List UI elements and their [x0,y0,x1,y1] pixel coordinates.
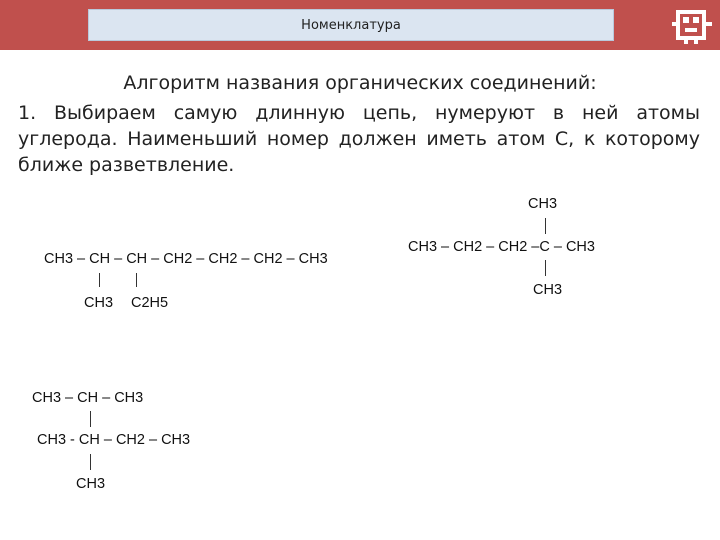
formula2-top-substituent: CH3 [528,196,558,212]
formula1-substituent-1: CH3 [84,295,114,311]
robot-face-logo-icon [668,4,716,48]
formula2-bond-bottom [545,260,546,276]
formula1-bond-1 [99,273,100,287]
formula2-bond-top [545,218,546,234]
formula1-bond-2 [136,273,137,287]
algorithm-step-1: 1. Выбираем самую длинную цепь, нумеруют в ней атомы углерода. Наименьший номер должен иметь атом С, к которому ближе разветвление. [18,102,700,176]
algorithm-heading: Алгоритм названия органических соединений: [123,72,597,94]
formula3-line-2: CH3 - CH – CH2 – CH3 [37,432,191,448]
formula2-bottom-substituent: CH3 [533,282,563,298]
formula3-bond-2 [90,454,91,470]
formula2-chain: CH3 – CH2 – CH2 –C – CH3 [408,239,595,255]
formula3-line-3: CH3 [76,476,106,492]
formula3-line-1: CH3 – CH – CH3 [32,390,144,406]
formula1-substituent-2: C2H5 [131,295,169,311]
slide-title: Номенклатура [88,9,614,41]
formula1-chain: CH3 – CH – CH – CH2 – CH2 – CH2 – CH3 [44,251,328,267]
formula3-bond-1 [90,411,91,427]
